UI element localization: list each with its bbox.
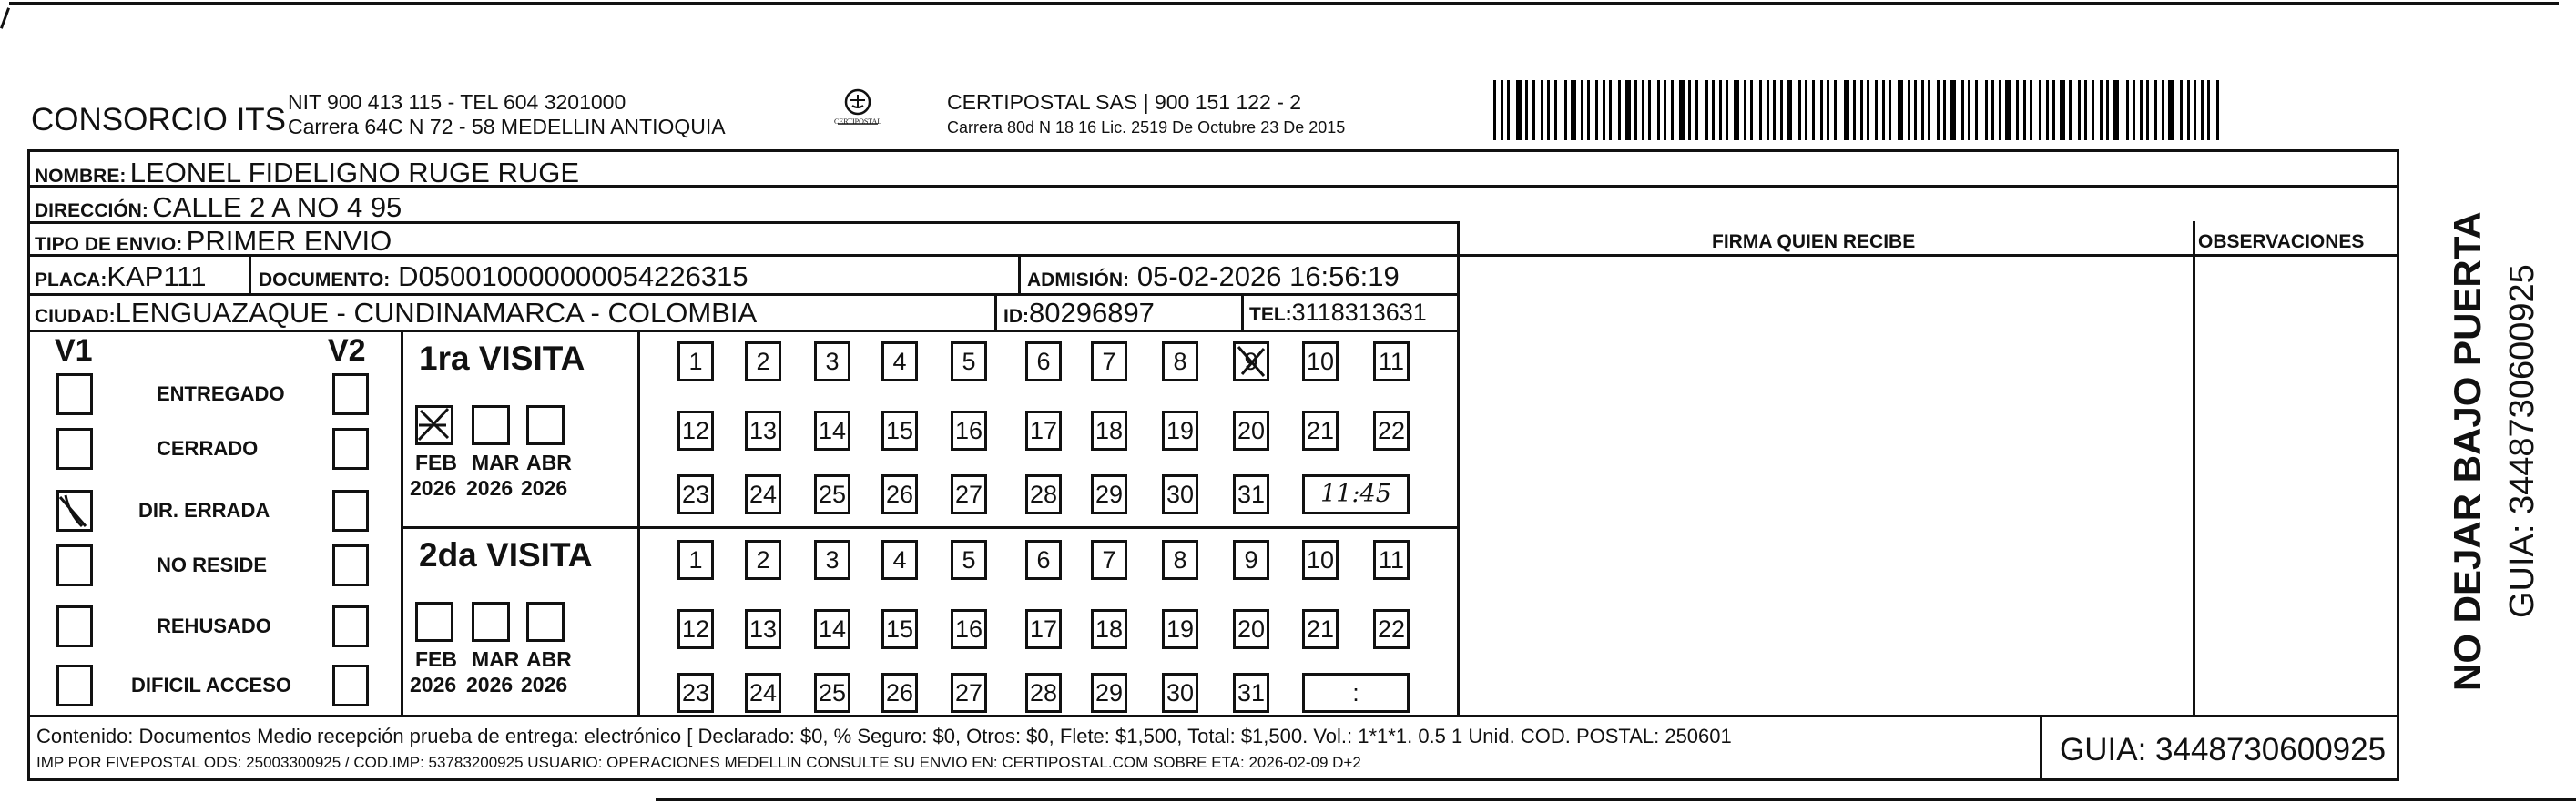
status-v1-checkbox[interactable] bbox=[56, 544, 93, 586]
barcode-bar bbox=[2092, 80, 2094, 140]
month-label: FEB bbox=[415, 451, 457, 474]
admision-label: ADMISIÓN: bbox=[1027, 269, 1129, 290]
barcode-bar bbox=[1937, 80, 1940, 140]
left-edge-mark bbox=[0, 7, 10, 29]
day-cell[interactable]: 6 bbox=[1025, 540, 1062, 580]
day-cell[interactable]: 17 bbox=[1025, 411, 1062, 451]
day-cell[interactable]: 28 bbox=[1025, 673, 1062, 713]
day-cell[interactable]: 15 bbox=[881, 411, 918, 451]
barcode-bar bbox=[2030, 80, 2032, 140]
carrier-name: CERTIPOSTAL SAS | 900 151 122 - 2 bbox=[947, 90, 1302, 114]
barcode-bar bbox=[1726, 80, 1728, 140]
day-cell[interactable]: 10 bbox=[1302, 341, 1339, 381]
barcode-bar bbox=[1744, 80, 1746, 140]
status-v2-checkbox[interactable] bbox=[332, 544, 369, 586]
barcode-bar bbox=[1750, 80, 1753, 140]
barcode-bar bbox=[2207, 80, 2210, 140]
month-checkbox[interactable] bbox=[526, 405, 565, 445]
id-value: 80296897 bbox=[1029, 297, 1155, 329]
day-cell[interactable]: 26 bbox=[881, 673, 918, 713]
status-v1-checkbox[interactable] bbox=[56, 490, 93, 532]
day-cell[interactable]: 16 bbox=[951, 411, 987, 451]
status-v1-checkbox[interactable] bbox=[56, 373, 93, 415]
day-cell[interactable]: 3 bbox=[814, 341, 850, 381]
col-line bbox=[1457, 221, 1460, 715]
barcode-bar bbox=[1908, 80, 1910, 140]
day-cell[interactable]: 25 bbox=[814, 673, 850, 713]
day-cell[interactable]: 27 bbox=[951, 673, 987, 713]
barcode-bar bbox=[1773, 80, 1776, 140]
barcode-bar bbox=[2060, 80, 2065, 140]
day-cell[interactable]: 24 bbox=[745, 673, 781, 713]
id-label: ID: bbox=[1003, 306, 1029, 327]
day-cell[interactable]: 3 bbox=[814, 540, 850, 580]
documento-value: D050010000000054226315 bbox=[398, 260, 748, 292]
day-cell[interactable]: 22 bbox=[1373, 609, 1410, 649]
direccion-label: DIRECCIÓN: bbox=[35, 200, 148, 221]
status-label: DIFICIL ACCESO bbox=[131, 674, 292, 696]
first-visit-title: 1ra VISITA bbox=[419, 340, 585, 377]
day-cell[interactable]: 6 bbox=[1025, 341, 1062, 381]
barcode-bar bbox=[1516, 80, 1522, 140]
day-cell[interactable]: 14 bbox=[814, 609, 850, 649]
barcode-bar bbox=[1834, 80, 1837, 140]
v1-label: V1 bbox=[55, 333, 93, 368]
firma-area[interactable] bbox=[1461, 258, 2189, 713]
month-checkbox[interactable] bbox=[415, 405, 453, 445]
day-cell[interactable]: 4 bbox=[881, 540, 918, 580]
barcode-bar bbox=[2194, 80, 2196, 140]
day-cell[interactable]: 31 bbox=[1233, 474, 1269, 514]
barcode-bar bbox=[1679, 80, 1685, 140]
barcode-bar bbox=[1943, 80, 1946, 140]
day-cell[interactable]: 20 bbox=[1233, 411, 1269, 451]
month-checkbox[interactable] bbox=[415, 602, 453, 642]
barcode-bar bbox=[1812, 80, 1815, 140]
barcode-bar bbox=[2133, 80, 2135, 140]
day-cell[interactable]: 4 bbox=[881, 341, 918, 381]
day-cell[interactable]: 7 bbox=[1091, 540, 1127, 580]
status-label: REHUSADO bbox=[157, 615, 271, 637]
day-cell[interactable]: 2 bbox=[745, 540, 781, 580]
barcode-bar bbox=[2046, 80, 2049, 140]
barcode-bar bbox=[2180, 80, 2183, 140]
day-cell[interactable]: 28 bbox=[1025, 474, 1062, 514]
day-cell[interactable]: 8 bbox=[1162, 540, 1198, 580]
day-cell[interactable]: 9 bbox=[1233, 341, 1269, 381]
barcode-bar bbox=[1712, 80, 1715, 140]
documento-label: DOCUMENTO: bbox=[259, 269, 391, 290]
day-cell[interactable]: 21 bbox=[1302, 609, 1339, 649]
side-guia: GUIA: 3448730600925 bbox=[2503, 264, 2541, 618]
admision-value: 05-02-2026 16:56:19 bbox=[1136, 260, 1400, 292]
barcode-bar bbox=[2168, 80, 2174, 140]
barcode-bar bbox=[1759, 80, 1762, 140]
barcode-bar bbox=[1493, 80, 1496, 140]
month-checkbox[interactable] bbox=[526, 602, 565, 642]
day-cell[interactable]: 23 bbox=[677, 673, 714, 713]
barcode-bar bbox=[2216, 80, 2219, 140]
barcode-bar bbox=[1968, 80, 1970, 140]
day-cell[interactable]: 17 bbox=[1025, 609, 1062, 649]
month-label: FEB bbox=[415, 647, 457, 671]
day-cell[interactable]: 13 bbox=[745, 609, 781, 649]
barcode-bar bbox=[1625, 80, 1631, 140]
row-line bbox=[1457, 254, 2399, 257]
barcode-bar bbox=[2126, 80, 2129, 140]
placa-label: PLACA: bbox=[35, 269, 107, 290]
barcode-bar bbox=[1820, 80, 1823, 140]
day-cell[interactable]: 30 bbox=[1162, 474, 1198, 514]
barcode-bar bbox=[1975, 80, 1978, 140]
day-cell[interactable]: 13 bbox=[745, 411, 781, 451]
day-cell[interactable]: 5 bbox=[951, 341, 987, 381]
day-mark-icon bbox=[1233, 341, 1269, 381]
col-line bbox=[2040, 715, 2042, 781]
status-v2-checkbox[interactable] bbox=[332, 373, 369, 415]
day-cell[interactable]: 12 bbox=[677, 411, 714, 451]
barcode-bar bbox=[1991, 80, 1994, 140]
direccion-value: CALLE 2 A NO 4 95 bbox=[152, 191, 402, 223]
day-cell[interactable]: 21 bbox=[1302, 411, 1339, 451]
day-cell[interactable]: 1 bbox=[677, 540, 714, 580]
day-cell[interactable]: 24 bbox=[745, 474, 781, 514]
barcode-bar bbox=[1664, 80, 1666, 140]
ciudad-label: CIUDAD: bbox=[35, 306, 116, 327]
barcode-bar bbox=[1554, 80, 1557, 140]
day-cell[interactable]: 8 bbox=[1162, 341, 1198, 381]
second-visit-title: 2da VISITA bbox=[419, 536, 593, 574]
barcode-bar bbox=[1999, 80, 2001, 140]
status-v2-checkbox[interactable] bbox=[332, 665, 369, 706]
barcode-bar bbox=[2187, 80, 2190, 140]
barcode-bar bbox=[2023, 80, 2026, 140]
month-label: MAR bbox=[472, 451, 520, 474]
day-cell[interactable]: 12 bbox=[677, 609, 714, 649]
status-label: ENTREGADO bbox=[157, 382, 285, 405]
col-line bbox=[401, 330, 403, 715]
year-label: 2026 bbox=[521, 476, 568, 500]
barcode-bar bbox=[1875, 80, 1878, 140]
barcode-bar bbox=[1798, 80, 1801, 140]
barcode-bar bbox=[1928, 80, 1930, 140]
barcode-bar bbox=[1914, 80, 1917, 140]
status-v1-checkbox[interactable] bbox=[56, 665, 93, 706]
day-cell[interactable]: 5 bbox=[951, 540, 987, 580]
month-label: ABR bbox=[526, 451, 572, 474]
tel-value: 3118313631 bbox=[1291, 299, 1427, 326]
barcode-bar bbox=[1780, 80, 1783, 140]
day-cell[interactable]: 26 bbox=[881, 474, 918, 514]
company-address: Carrera 64C N 72 - 58 MEDELLIN ANTIOQUIA bbox=[288, 115, 726, 138]
status-v2-checkbox[interactable] bbox=[332, 605, 369, 647]
year-label: 2026 bbox=[466, 673, 514, 696]
status-v2-checkbox[interactable] bbox=[332, 428, 369, 470]
barcode-bar bbox=[2154, 80, 2157, 140]
day-cell[interactable]: 25 bbox=[814, 474, 850, 514]
barcode-bar bbox=[1787, 80, 1792, 140]
barcode-bar bbox=[1827, 80, 1829, 140]
observaciones-area[interactable] bbox=[2196, 258, 2397, 713]
barcode-bar bbox=[1767, 80, 1769, 140]
barcode-bar bbox=[1648, 80, 1651, 140]
col-line bbox=[994, 293, 997, 330]
month-label: ABR bbox=[526, 647, 572, 671]
barcode-bar bbox=[1961, 80, 1964, 140]
day-cell[interactable]: 2 bbox=[745, 341, 781, 381]
year-label: 2026 bbox=[410, 476, 457, 500]
barcode-bar bbox=[1657, 80, 1660, 140]
barcode-bar bbox=[2106, 80, 2109, 140]
day-cell[interactable]: 15 bbox=[881, 609, 918, 649]
barcode-bar bbox=[1853, 80, 1856, 140]
month-checkbox[interactable] bbox=[472, 602, 510, 642]
col-line bbox=[1241, 293, 1244, 330]
barcode-bar bbox=[2084, 80, 2087, 140]
tipo-value: PRIMER ENVIO bbox=[186, 225, 392, 257]
tipo-label: TIPO DE ENVIO: bbox=[35, 234, 183, 255]
carrier-logo-icon bbox=[830, 86, 885, 140]
barcode-bar bbox=[1985, 80, 1988, 140]
barcode-bar bbox=[1805, 80, 1807, 140]
barcode-bar bbox=[1595, 80, 1598, 140]
footer-contents: Contenido: Documentos Medio recepción prueba de entrega: electrónico [ Declarado: $0, % Seguro: $0, Otros: $0, Flete: $1,500, Total: $1,500. Vol.: 1*1*1. 0.5 1 Unid. COD. POSTAL: 250601 bbox=[36, 725, 1732, 747]
barcode-bar bbox=[1571, 80, 1576, 140]
barcode-bar bbox=[1695, 80, 1698, 140]
day-cell[interactable]: 9 bbox=[1233, 540, 1269, 580]
month-label: MAR bbox=[472, 647, 520, 671]
barcode-bar bbox=[2201, 80, 2204, 140]
year-label: 2026 bbox=[521, 673, 568, 696]
footer-imp: IMP POR FIVEPOSTAL ODS: 25003300925 / COD.IMP: 53783200925 USUARIO: OPERACIONES MEDELLIN CONSULTE SU ENVIO EN: CERTIPOSTAL.COM SOBRE ETA: 2026-02-09 D+2 bbox=[36, 754, 1361, 771]
col-line bbox=[1018, 254, 1021, 293]
barcode-bar bbox=[1564, 80, 1567, 140]
status-label: CERRADO bbox=[157, 437, 259, 460]
barcode-bar bbox=[2140, 80, 2143, 140]
day-cell[interactable]: 20 bbox=[1233, 609, 1269, 649]
logo-text: CERTIPOSTAL bbox=[834, 117, 882, 126]
barcode-bar bbox=[2162, 80, 2164, 140]
row-line bbox=[27, 330, 1457, 332]
nombre-value: LEONEL FIDELIGNO RUGE RUGE bbox=[129, 157, 580, 188]
barcode-bar bbox=[1889, 80, 1891, 140]
side-warning: NO DEJAR BAJO PUERTA bbox=[2446, 211, 2489, 691]
day-cell[interactable]: 11 bbox=[1373, 540, 1410, 580]
day-cell[interactable]: 10 bbox=[1302, 540, 1339, 580]
placa-value: KAP111 bbox=[107, 260, 207, 292]
carrier-logo bbox=[830, 86, 885, 140]
ciudad-value: LENGUAZAQUE - CUNDINAMARCA - COLOMBIA bbox=[115, 297, 758, 329]
year-label: 2026 bbox=[410, 673, 457, 696]
status-label: DIR. ERRADA bbox=[138, 499, 270, 522]
status-v2-checkbox[interactable] bbox=[332, 490, 369, 532]
barcode-bar bbox=[1642, 80, 1644, 140]
status-label: NO RESIDE bbox=[157, 554, 268, 576]
barcode-bar bbox=[1581, 80, 1583, 140]
footer-guia: GUIA: 3448730600925 bbox=[2060, 732, 2387, 767]
barcode-bar bbox=[1719, 80, 1722, 140]
status-v1-checkbox[interactable] bbox=[56, 428, 93, 470]
barcode-bar bbox=[2078, 80, 2081, 140]
barcode-bar bbox=[2069, 80, 2072, 140]
barcode-bar bbox=[1603, 80, 1605, 140]
barcode-bar bbox=[1867, 80, 1869, 140]
barcode-bar bbox=[1844, 80, 1849, 140]
top-edge-line bbox=[9, 2, 2559, 5]
day-cell[interactable]: 30 bbox=[1162, 673, 1198, 713]
day-cell[interactable]: 27 bbox=[951, 474, 987, 514]
barcode-bar bbox=[2052, 80, 2055, 140]
bottom-edge-line bbox=[656, 798, 2576, 801]
col-line bbox=[2193, 221, 2195, 715]
barcode-bar bbox=[2100, 80, 2103, 140]
day-cell[interactable]: 29 bbox=[1091, 673, 1127, 713]
day-cell[interactable]: 16 bbox=[951, 609, 987, 649]
barcode-bar bbox=[1634, 80, 1637, 140]
col-line bbox=[249, 254, 251, 293]
barcode-bar bbox=[1950, 80, 1956, 140]
tel-label: TEL: bbox=[1249, 304, 1292, 325]
day-cell[interactable]: 31 bbox=[1233, 673, 1269, 713]
row-line bbox=[401, 526, 1457, 529]
barcode-bar bbox=[1860, 80, 1863, 140]
barcode-bar bbox=[1882, 80, 1885, 140]
day-cell[interactable]: 29 bbox=[1091, 474, 1127, 514]
col-line bbox=[637, 330, 640, 715]
barcode-bar bbox=[1525, 80, 1528, 140]
barcode-bar bbox=[1547, 80, 1550, 140]
firma-header: FIRMA QUIEN RECIBE bbox=[1712, 231, 1916, 252]
day-cell[interactable]: 1 bbox=[677, 341, 714, 381]
barcode-bar bbox=[1734, 80, 1739, 140]
observaciones-header: OBSERVACIONES bbox=[2198, 231, 2365, 252]
check-mark-icon bbox=[56, 490, 93, 532]
nombre-label: NOMBRE: bbox=[35, 166, 127, 187]
barcode-bar bbox=[1705, 80, 1708, 140]
barcode-bar bbox=[1618, 80, 1621, 140]
time-box[interactable]: 11:45 bbox=[1302, 474, 1410, 514]
status-v1-checkbox[interactable] bbox=[56, 605, 93, 647]
barcode-bar bbox=[2016, 80, 2019, 140]
barcode-bar bbox=[1688, 80, 1691, 140]
day-cell[interactable]: 22 bbox=[1373, 411, 1410, 451]
day-cell[interactable]: 18 bbox=[1091, 411, 1127, 451]
barcode-bar bbox=[2039, 80, 2041, 140]
time-box[interactable]: : bbox=[1302, 673, 1410, 713]
barcode-bar bbox=[1671, 80, 1674, 140]
company-nit: NIT 900 413 115 - TEL 604 3201000 bbox=[288, 90, 626, 114]
day-cell[interactable]: 14 bbox=[814, 411, 850, 451]
barcode-bar bbox=[1587, 80, 1590, 140]
barcode-bar bbox=[1609, 80, 1612, 140]
day-cell[interactable]: 19 bbox=[1162, 411, 1198, 451]
barcode-bar bbox=[2113, 80, 2119, 140]
barcode-bar bbox=[2146, 80, 2149, 140]
row-line bbox=[27, 715, 2399, 717]
barcode-bar bbox=[1532, 80, 1535, 140]
month-checkbox[interactable] bbox=[472, 405, 510, 445]
year-label: 2026 bbox=[466, 476, 514, 500]
day-cell[interactable]: 23 bbox=[677, 474, 714, 514]
v2-label: V2 bbox=[328, 333, 366, 368]
day-cell[interactable]: 19 bbox=[1162, 609, 1198, 649]
barcode-bar bbox=[1541, 80, 1543, 140]
barcode-bar bbox=[1921, 80, 1924, 140]
day-cell[interactable]: 7 bbox=[1091, 341, 1127, 381]
barcode-bar bbox=[1501, 80, 1503, 140]
barcode-bar bbox=[1898, 80, 1903, 140]
day-cell[interactable]: 11 bbox=[1373, 341, 1410, 381]
barcode-bar bbox=[1507, 80, 1510, 140]
carrier-address: Carrera 80d N 18 16 Lic. 2519 De Octubre 23 De 2015 bbox=[947, 118, 1346, 137]
check-mark-icon bbox=[415, 405, 453, 445]
company-name: CONSORCIO ITS bbox=[31, 102, 287, 137]
barcode-bar bbox=[2005, 80, 2011, 140]
day-cell[interactable]: 18 bbox=[1091, 609, 1127, 649]
